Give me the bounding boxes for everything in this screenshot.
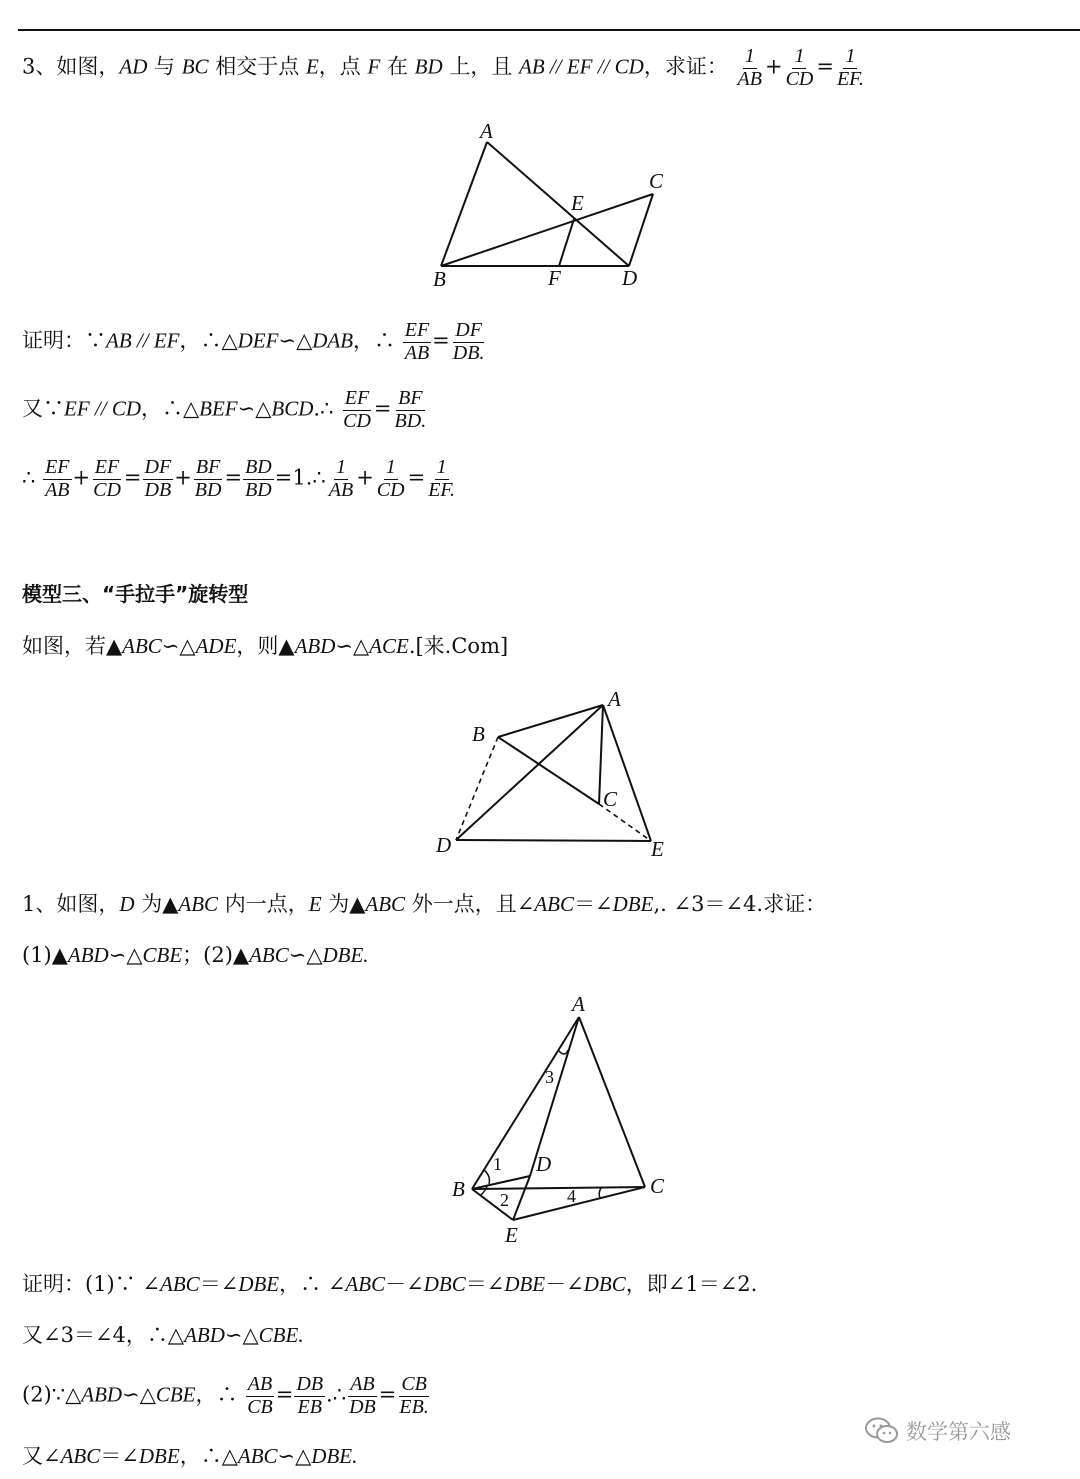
point-label-a: A — [572, 992, 585, 1016]
fraction: $\frac{1}{AB}$ — [328, 456, 354, 501]
point-label-d: D — [622, 266, 638, 290]
fraction: $\frac{EF}{AB}$ — [45, 456, 70, 501]
point-label-d: D — [436, 833, 452, 857]
angle-label-3: 3 — [545, 1067, 554, 1087]
fraction: $\frac{EF}{CD}$ — [343, 387, 371, 432]
problem-1-statement: 1、如图，D 为▲ABC 内一点，E 为▲ABC 外一点，且∠ABC＝∠DBE,. ∠3＝∠4.求证： — [22, 892, 827, 916]
point-label-a: A — [608, 687, 621, 711]
fraction: $\frac{1}{EF.}$ — [428, 456, 456, 501]
fraction: $\frac{1}{CD}$ — [376, 456, 405, 501]
point-label-b: B — [433, 267, 446, 291]
fraction: $\frac{EF}{CD}$ — [93, 456, 121, 501]
point-label-f: F — [548, 266, 561, 290]
fraction: $\frac{BD}{BD}$ — [245, 456, 272, 501]
point-label-c: C — [603, 787, 618, 811]
fraction: $\frac{1}{AB}$ — [737, 45, 762, 90]
fraction: $\frac{1}{EF.}$ — [836, 45, 864, 90]
point-label-e: E — [571, 191, 584, 215]
fraction: $\frac{BF}{BD}$ — [194, 456, 222, 501]
fraction: $\frac{DF}{DB.}$ — [452, 319, 485, 364]
point-label-b: B — [472, 722, 485, 746]
point-label-c: C — [649, 169, 664, 193]
fraction: $\frac{1}{CD}$ — [785, 45, 814, 90]
angle-label-1: 1 — [493, 1154, 502, 1174]
proof-1-line-1: 证明：(1)∵ ∠ABC＝∠DBE，∴ ∠ABC－∠DBC＝∠DBE－∠DBC，即∠1＝∠2. — [22, 1272, 758, 1296]
point-label-e: E — [505, 1223, 518, 1247]
point-label-d: D — [536, 1152, 552, 1176]
model-3-statement: 如图，若▲ABC∽△ADE，则▲ABD∽△ACE.[来.Com] — [22, 634, 509, 658]
point-label-e: E — [651, 837, 664, 861]
wechat-icon — [864, 1416, 900, 1446]
watermark — [864, 1416, 1011, 1446]
proof-3-line-3: ∴ $\frac{EF}{AB}$ + $\frac{EF}{CD}$ = $\frac{DF}{DB}$ + $\frac{BF}{BD}$ = $\frac{BD}{BD}$ =1.∴ $\frac{1}{AB}$ + $\frac{1}{CD}$ = $\frac{1}{EF.}$ — [22, 456, 456, 501]
section-heading: 模型三、“手拉手”旋转型 — [22, 582, 249, 606]
fraction: $\frac{EF}{AB}$ — [404, 319, 430, 364]
fraction: $\frac{BF}{BD.}$ — [394, 387, 427, 432]
angle-label-2: 2 — [500, 1190, 509, 1210]
fraction: $\frac{AB}{CB}$ — [247, 1373, 273, 1418]
proof-1-line-3: (2)∵△ABD∽△CBE，∴ $\frac{AB}{CB}$ = $\frac{DB}{EB}$ .∴ $\frac{AB}{DB}$ = $\frac{CB}{EB.}$ — [22, 1373, 429, 1418]
problem-3-statement: 3、如图，AD 与 BC 相交于点 E，点 F 在 BD 上，且 AB // EF // CD，求证： $\frac{1}{AB}$ + $\frac{1}{CD}$ = $\frac{1}{EF.}$ — [22, 45, 864, 90]
point-label-c: C — [650, 1174, 665, 1198]
proof-1-line-2: 又∠3＝∠4，∴△ABD∽△CBE. — [22, 1323, 304, 1347]
proof-3-line-1: 证明：∵AB // EF，∴△DEF∽△DAB，∴ $\frac{EF}{AB}$ = $\frac{DF}{DB.}$ — [22, 319, 485, 364]
fraction: $\frac{DF}{DB}$ — [144, 456, 172, 501]
fraction: $\frac{AB}{DB}$ — [349, 1373, 376, 1418]
fraction: $\frac{CB}{EB.}$ — [399, 1373, 429, 1418]
fraction: $\frac{DB}{EB}$ — [296, 1373, 324, 1418]
problem-1-goals: (1)▲ABD∽△CBE；(2)▲ABC∽△DBE. — [22, 943, 369, 967]
watermark-text: 数学第六感 — [906, 1420, 1011, 1444]
proof-3-line-2: 又∵EF // CD，∴△BEF∽△BCD.∴ $\frac{EF}{CD}$ = $\frac{BF}{BD.}$ — [22, 387, 427, 432]
point-label-b: B — [452, 1177, 465, 1201]
proof-1-line-4: 又∠ABC＝∠DBE，∴△ABC∽△DBE. — [22, 1444, 358, 1468]
point-label-a: A — [480, 119, 493, 143]
angle-label-4: 4 — [567, 1186, 576, 1206]
